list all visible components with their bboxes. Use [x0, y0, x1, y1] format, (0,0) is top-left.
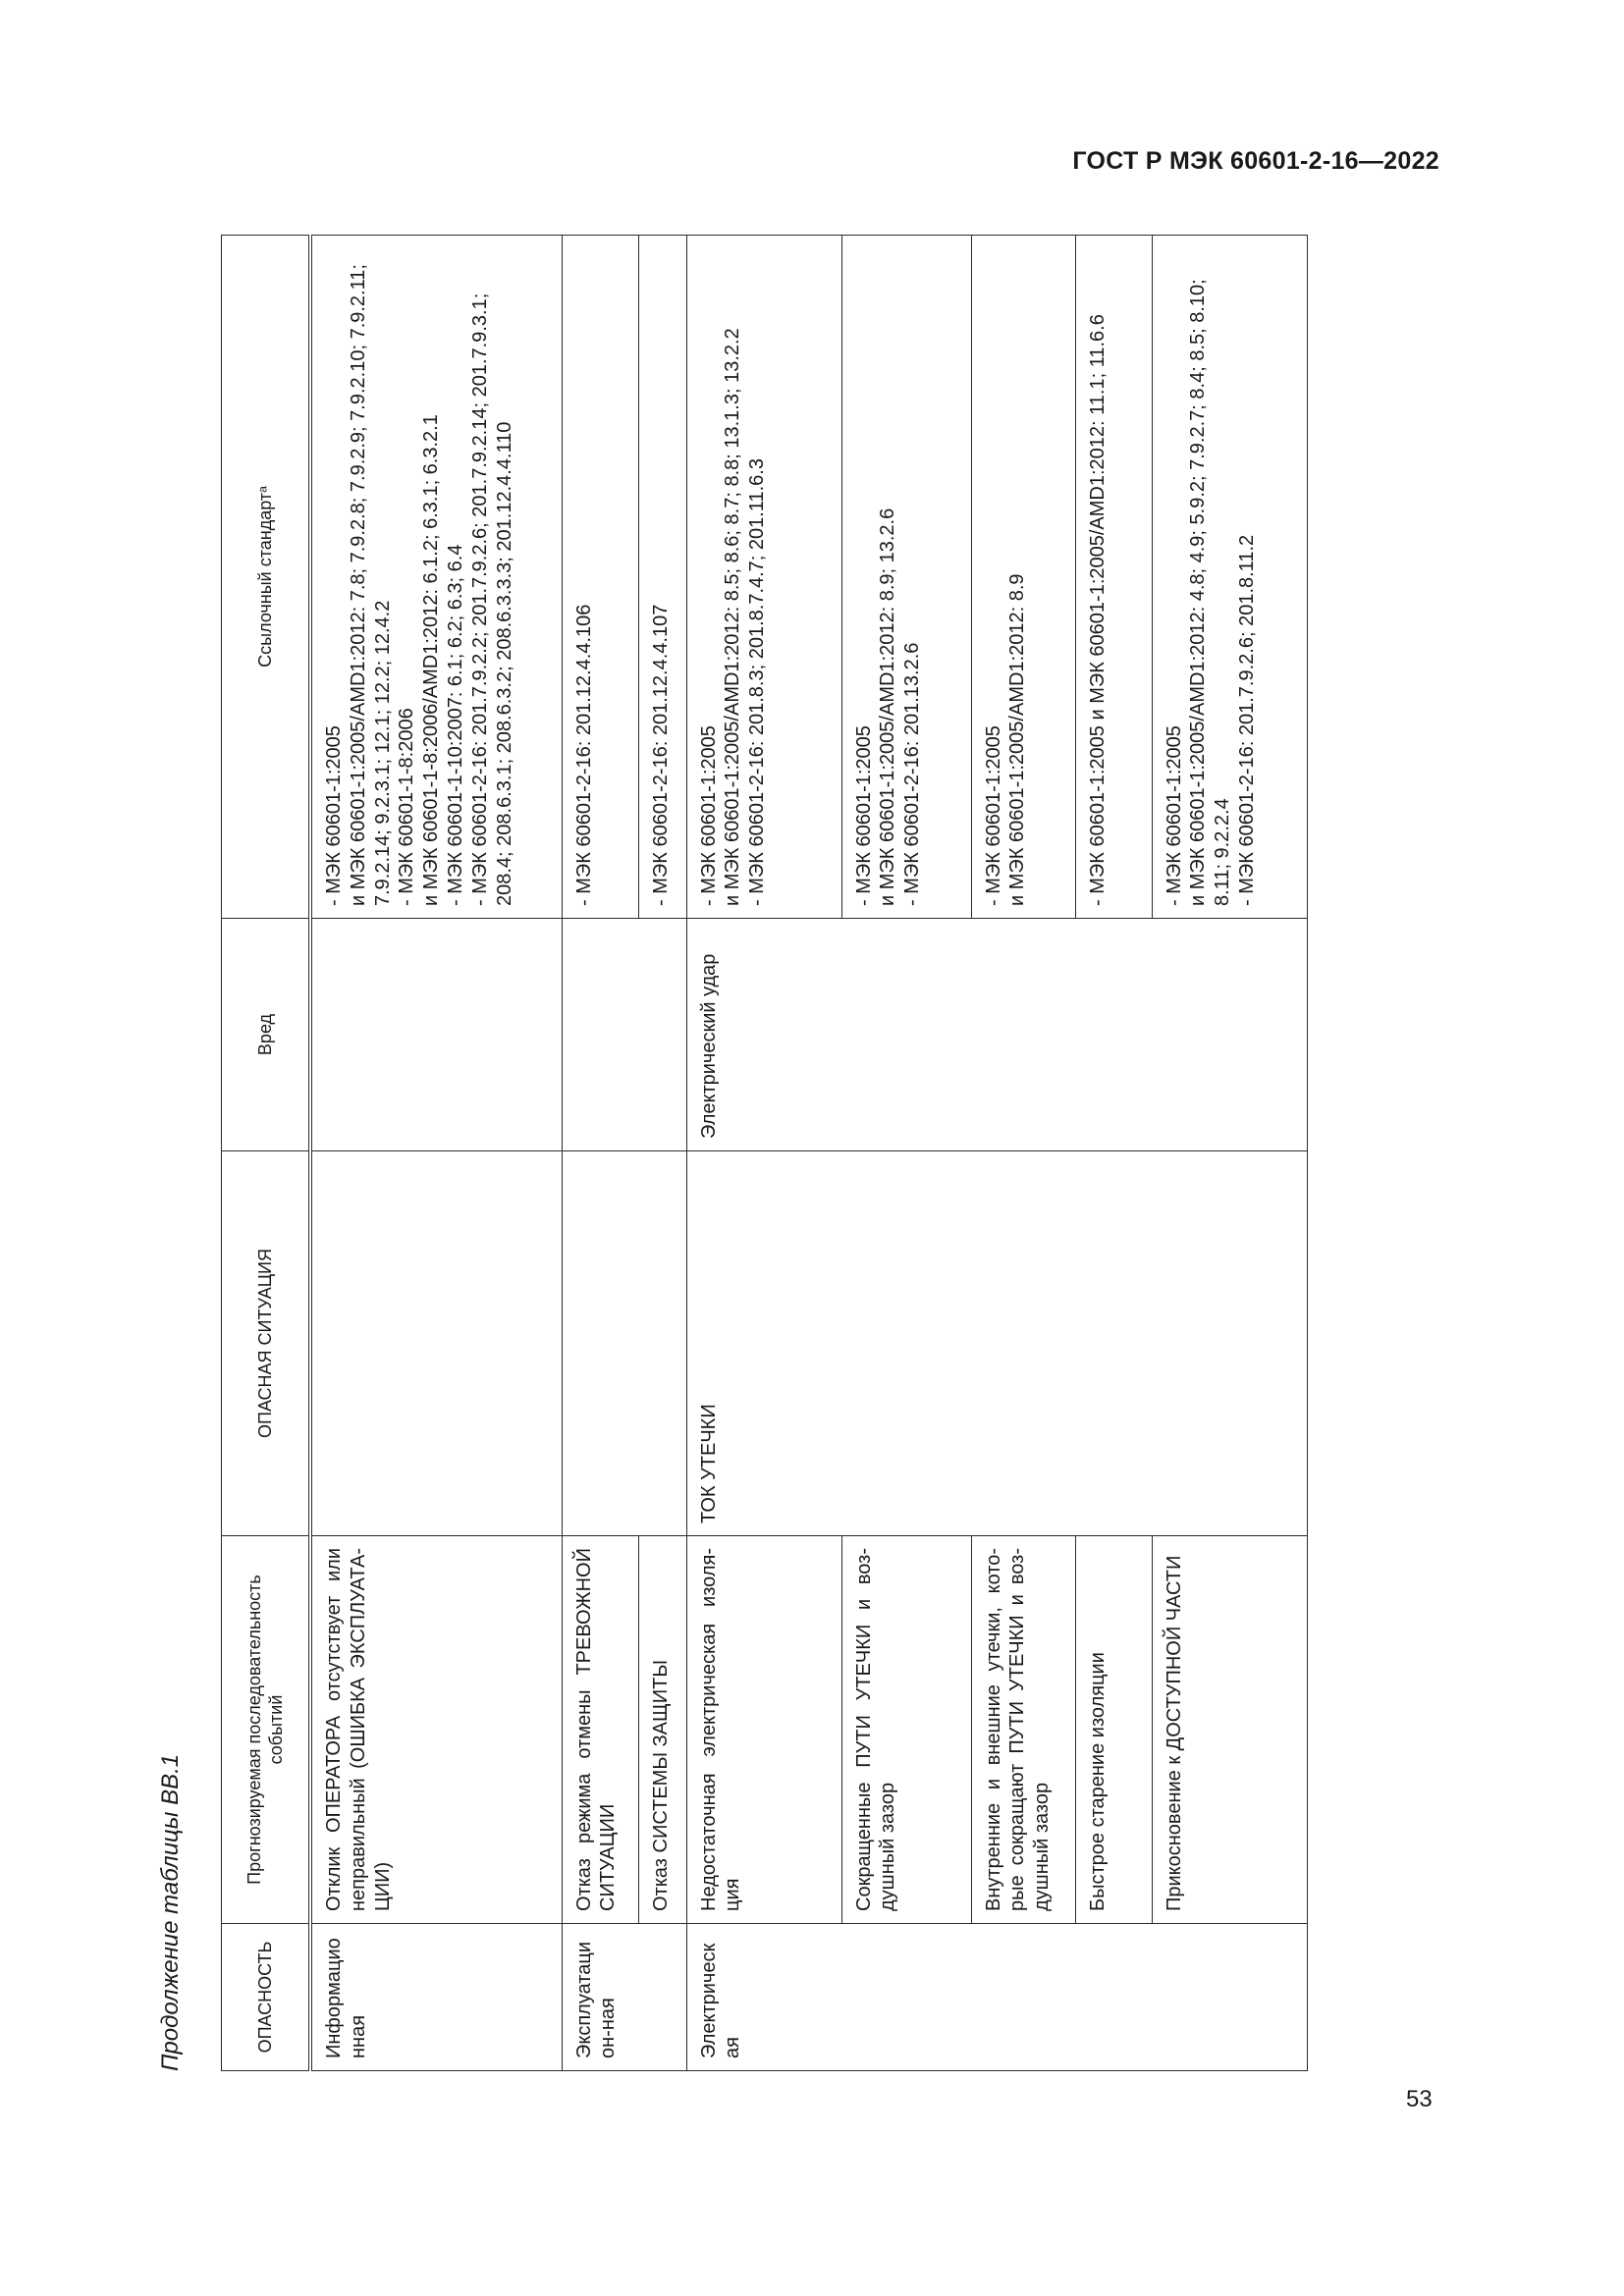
col-header-hazard: ОПАСНОСТЬ	[222, 1924, 311, 2071]
hazard-table	[221, 235, 1308, 2071]
col-header-sequence: Прогнозируемая последовательность событий	[222, 1536, 311, 1924]
sequence-cell: Недостаточная электрическая изоля-ция	[686, 1536, 841, 1924]
sequence-cell: Отказ режима отмены ТРЕВОЖНОЙ СИТУАЦИИ	[562, 1536, 638, 1924]
table-header-row	[222, 236, 311, 2071]
sequence-cell: Внутренние и внешние утечки, кото-рые сокращают ПУТИ УТЕЧКИ и воз-душный зазор	[971, 1536, 1075, 1924]
reference-line: - МЭК 60601-2-16: 201.12.4.4.106	[572, 604, 595, 906]
table-row	[686, 236, 841, 2071]
situation-cell	[310, 1151, 562, 1536]
reference-cell	[562, 236, 638, 919]
sequence-cell: Быстрое старение изоляции	[1075, 1536, 1152, 1924]
reference-cell	[686, 236, 841, 919]
reference-line: - МЭК 60601-2-16: 201.12.4.4.107	[649, 604, 672, 906]
reference-cell	[971, 236, 1075, 919]
reference-line: - МЭК 60601-1-8:2006	[396, 708, 418, 906]
col-header-situation: ОПАСНАЯ СИТУАЦИЯ	[222, 1151, 311, 1536]
sequence-cell: Прикосновение к ДОСТУПНОЙ ЧАСТИ	[1152, 1536, 1307, 1924]
harm-cell	[310, 919, 562, 1151]
reference-line: - МЭК 60601-1-10:2007: 6.1; 6.2; 6.3; 6.4	[444, 544, 466, 906]
reference-line: и МЭК 60601-1-8:2006/AMD1:2012: 6.1.2; 6.3.1; 6.3.2.1	[420, 414, 443, 906]
table-caption: Продолжение таблицы ВВ.1	[157, 1753, 184, 2071]
col-header-harm: Вред	[222, 919, 311, 1151]
reference-line: - МЭК 60601-2-16: 201.7.9.2.2; 201.7.9.2.6; 201.7.9.2.14; 201.7.9.3.1; 208.4; 208.6.3.1; 208.6.3.2; 208.6.3.3.3; 201.12.4.4.110	[468, 293, 515, 906]
harm-cell	[562, 919, 686, 1151]
hazard-cell: Эксплуатацион-ная	[562, 1924, 686, 2071]
situation-cell: ТОК УТЕЧКИ	[686, 1151, 1307, 1536]
reference-line: - МЭК 60601-2-16: 201.7.9.2.6; 201.8.11.2	[1235, 534, 1258, 906]
situation-cell	[562, 1151, 686, 1536]
table-row	[310, 236, 562, 2071]
table-row	[562, 236, 638, 2071]
rotated-table-block	[157, 236, 1434, 2071]
reference-line: и МЭК 60601-1:2005/AMD1:2012: 8.9; 13.2.6	[877, 507, 899, 906]
reference-line: - МЭК 60601-2-16: 201.8.3; 201.8.7.4.7; 201.11.6.3	[746, 458, 769, 906]
reference-line: и МЭК 60601-1:2005/AMD1:2012: 8.9	[1006, 573, 1029, 906]
sequence-cell: Сокращенные ПУТИ УТЕЧКИ и воз-душный зазор	[841, 1536, 971, 1924]
reference-line: - МЭК 60601-1:2005	[1163, 725, 1185, 906]
reference-line: - МЭК 60601-1:2005 и МЭК 60601-1:2005/AMD1:2012: 11.1; 11.6.6	[1086, 314, 1109, 906]
reference-cell	[638, 236, 686, 919]
col-header-reference: Ссылочный стандартᵃ	[222, 236, 311, 919]
reference-line: - МЭК 60601-2-16: 201.13.2.6	[901, 642, 924, 906]
reference-line: - МЭК 60601-1:2005	[982, 725, 1004, 906]
document-header: ГОСТ Р МЭК 60601-2-16—2022	[1072, 147, 1439, 175]
reference-line: - МЭК 60601-1:2005	[323, 725, 345, 906]
reference-cell	[841, 236, 971, 919]
reference-line: - МЭК 60601-1:2005	[697, 725, 720, 906]
harm-cell: Электрический удар	[686, 919, 1307, 1151]
reference-line: и МЭК 60601-1:2005/AMD1:2012: 7.8; 7.9.2.8; 7.9.2.9; 7.9.2.10; 7.9.2.11; 7.9.2.14; 9.2.3.1; 12.1; 12.2; 12.4.2	[347, 264, 394, 906]
reference-line: - МЭК 60601-1:2005	[852, 725, 875, 906]
hazard-cell: Информационная	[310, 1924, 562, 2071]
sequence-cell: Отказ СИСТЕМЫ ЗАЩИТЫ	[638, 1536, 686, 1924]
reference-cell	[310, 236, 562, 919]
hazard-cell: Электрическая	[686, 1924, 1307, 2071]
reference-cell	[1075, 236, 1152, 919]
page-number: 53	[1406, 2086, 1433, 2112]
reference-line: и МЭК 60601-1:2005/AMD1:2012: 4.8; 4.9; 5.9.2; 7.9.2.7; 8.4; 8.5; 8.10; 8.11; 9.2.2.4	[1187, 279, 1234, 906]
reference-line: и МЭК 60601-1:2005/AMD1:2012: 8.5; 8.6; 8.7; 8.8; 13.1.3; 13.2.2	[722, 328, 744, 906]
reference-cell	[1152, 236, 1307, 919]
sequence-cell: Отклик ОПЕРАТОРА отсутствует или неправильный (ОШИБКА ЭКСПЛУАТА-ЦИИ)	[310, 1536, 562, 1924]
